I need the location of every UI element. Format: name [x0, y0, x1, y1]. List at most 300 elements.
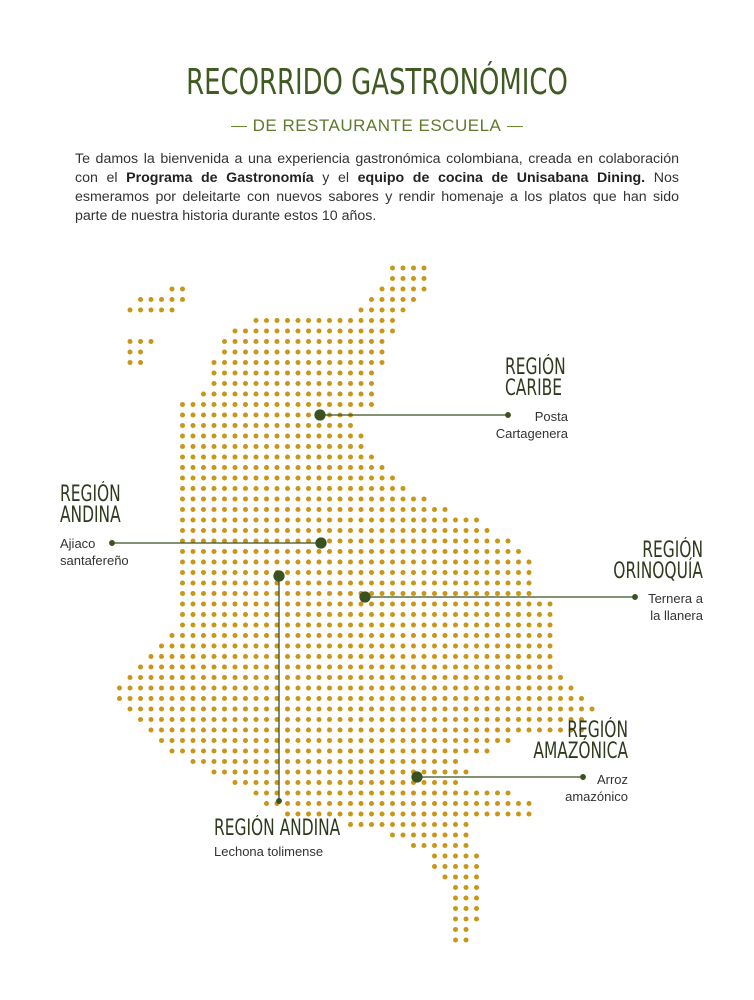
map-dot: [327, 507, 332, 512]
map-dot: [432, 759, 437, 764]
map-dot: [138, 360, 143, 365]
map-dot: [243, 560, 248, 565]
map-dot: [348, 455, 353, 460]
map-dot: [411, 707, 416, 712]
region-caribe-line1: REGIÓN: [505, 355, 566, 380]
map-dot: [306, 318, 311, 323]
map-dot: [485, 812, 490, 817]
map-dot: [348, 581, 353, 586]
map-dot: [285, 696, 290, 701]
region-andina-ajiaco-dish: [60, 535, 180, 569]
map-dot: [380, 560, 385, 565]
map-dot: [254, 665, 259, 670]
map-dot: [243, 444, 248, 449]
map-dot: [201, 728, 206, 733]
map-dot: [432, 665, 437, 670]
map-dot: [359, 329, 364, 334]
map-dot: [348, 801, 353, 806]
map-dot: [264, 675, 269, 680]
map-dot: [495, 539, 500, 544]
map-dot: [338, 633, 343, 638]
map-dot: [464, 549, 469, 554]
map-dot: [380, 507, 385, 512]
map-dot: [285, 602, 290, 607]
map-dot: [180, 665, 185, 670]
map-dot: [348, 318, 353, 323]
map-dot: [306, 444, 311, 449]
map-dot: [317, 581, 322, 586]
map-dot: [369, 350, 374, 355]
map-dot: [201, 549, 206, 554]
map-dot: [411, 539, 416, 544]
map-dot: [170, 728, 175, 733]
map-dot: [369, 633, 374, 638]
map-dot: [233, 770, 238, 775]
map-dot: [201, 644, 206, 649]
map-dot: [464, 801, 469, 806]
map-dot: [275, 339, 280, 344]
map-dot: [201, 486, 206, 491]
map-dot: [317, 759, 322, 764]
map-dot: [401, 707, 406, 712]
map-dot: [443, 812, 448, 817]
map-dot: [453, 906, 458, 911]
map-dot: [464, 707, 469, 712]
orinoquia-dish-line1: Ternera a: [648, 591, 703, 606]
map-dot: [264, 371, 269, 376]
map-dot: [485, 591, 490, 596]
map-dot: [380, 549, 385, 554]
map-dot: [390, 654, 395, 659]
map-dot: [453, 581, 458, 586]
map-dot: [411, 297, 416, 302]
map-dot: [275, 318, 280, 323]
map-dot: [170, 287, 175, 292]
map-dot: [453, 612, 458, 617]
map-dot: [222, 749, 227, 754]
map-dot: [138, 675, 143, 680]
map-dot: [254, 770, 259, 775]
map-dot: [380, 675, 385, 680]
caribe-dish-line1: Posta: [534, 409, 568, 424]
page-title: RECORRIDO GASTRONÓMICO: [186, 62, 568, 103]
map-dot: [128, 308, 133, 313]
map-dot: [390, 675, 395, 680]
map-dot: [191, 497, 196, 502]
map-dot: [285, 644, 290, 649]
map-dot: [422, 654, 427, 659]
map-dot: [348, 560, 353, 565]
map-dot: [327, 770, 332, 775]
map-dot: [359, 812, 364, 817]
map-dot: [401, 287, 406, 292]
map-dot: [390, 287, 395, 292]
map-dot: [285, 381, 290, 386]
map-dot: [275, 497, 280, 502]
map-dot: [338, 528, 343, 533]
map-dot: [170, 749, 175, 754]
map-dot: [275, 518, 280, 523]
map-dot: [222, 476, 227, 481]
map-dot: [170, 654, 175, 659]
map-dot: [443, 854, 448, 859]
map-dot: [254, 686, 259, 691]
map-dot: [191, 455, 196, 460]
map-dot: [432, 528, 437, 533]
map-dot: [338, 434, 343, 439]
map-dot: [548, 675, 553, 680]
map-dot: [222, 770, 227, 775]
map-dot: [338, 791, 343, 796]
map-dot: [537, 696, 542, 701]
map-dot: [359, 581, 364, 586]
map-dot: [149, 696, 154, 701]
map-dot: [348, 633, 353, 638]
map-dot: [464, 518, 469, 523]
map-dot: [254, 749, 259, 754]
map-dot: [222, 455, 227, 460]
map-dot: [201, 392, 206, 397]
map-dot: [527, 686, 532, 691]
map-dot: [264, 381, 269, 386]
map-dot: [191, 476, 196, 481]
map-dot: [432, 633, 437, 638]
map-dot: [201, 455, 206, 460]
map-dot: [453, 812, 458, 817]
map-dot: [222, 528, 227, 533]
map-dot: [254, 528, 259, 533]
map-dot: [380, 486, 385, 491]
map-dot: [296, 728, 301, 733]
map-dot: [443, 675, 448, 680]
map-dot: [180, 402, 185, 407]
map-dot: [170, 696, 175, 701]
map-dot: [243, 738, 248, 743]
map-dot: [264, 728, 269, 733]
map-dot: [212, 644, 217, 649]
map-dot: [296, 686, 301, 691]
map-dot: [338, 770, 343, 775]
map-dot: [212, 654, 217, 659]
map-dot: [369, 812, 374, 817]
map-dot: [380, 738, 385, 743]
map-dot: [317, 497, 322, 502]
map-dot: [422, 581, 427, 586]
map-dot: [212, 633, 217, 638]
map-dot: [474, 728, 479, 733]
map-dot: [474, 885, 479, 890]
map-dot: [443, 770, 448, 775]
map-dot: [380, 759, 385, 764]
map-dot: [443, 623, 448, 628]
map-dot: [453, 728, 458, 733]
map-dot: [495, 633, 500, 638]
map-dot: [191, 612, 196, 617]
map-dot: [180, 612, 185, 617]
map-dot: [264, 570, 269, 575]
map-dot: [275, 360, 280, 365]
map-dot: [254, 507, 259, 512]
map-dot: [327, 759, 332, 764]
map-dot: [201, 717, 206, 722]
map-dot: [338, 707, 343, 712]
map-dot: [201, 465, 206, 470]
map-dot: [254, 339, 259, 344]
map-dot: [359, 570, 364, 575]
map-dot: [264, 518, 269, 523]
map-dot: [233, 549, 238, 554]
map-dot: [222, 623, 227, 628]
map-dot: [138, 297, 143, 302]
map-dot: [296, 770, 301, 775]
map-dot: [390, 780, 395, 785]
map-dot: [180, 717, 185, 722]
map-dot: [317, 644, 322, 649]
map-dot: [443, 570, 448, 575]
map-dot: [380, 801, 385, 806]
map-dot: [338, 602, 343, 607]
map-dot: [317, 486, 322, 491]
map-dot: [170, 297, 175, 302]
map-dot: [191, 570, 196, 575]
map-dot: [264, 591, 269, 596]
map-dot: [233, 749, 238, 754]
map-dot: [264, 392, 269, 397]
map-dot: [159, 675, 164, 680]
map-dot: [306, 570, 311, 575]
map-dot: [149, 665, 154, 670]
caribe-dish-line2: Cartagenera: [495, 426, 568, 441]
map-dot: [191, 560, 196, 565]
map-dot: [296, 518, 301, 523]
map-dot: [306, 591, 311, 596]
map-dot: [369, 371, 374, 376]
map-dot: [159, 728, 164, 733]
map-dot: [474, 654, 479, 659]
map-dot: [222, 570, 227, 575]
map-dot: [506, 591, 511, 596]
map-dot: [296, 612, 301, 617]
map-dot: [317, 371, 322, 376]
map-dot: [233, 434, 238, 439]
map-dot: [369, 581, 374, 586]
map-dot: [506, 686, 511, 691]
map-dot: [401, 612, 406, 617]
map-dot: [411, 654, 416, 659]
map-dot: [495, 812, 500, 817]
map-dot: [138, 339, 143, 344]
map-dot: [222, 371, 227, 376]
map-dot: [243, 665, 248, 670]
map-dot: [212, 497, 217, 502]
map-dot: [495, 717, 500, 722]
map-dot: [191, 581, 196, 586]
map-dot: [390, 791, 395, 796]
map-dot: [338, 581, 343, 586]
map-dot: [348, 623, 353, 628]
map-dot: [443, 686, 448, 691]
map-dot: [233, 339, 238, 344]
map-dot: [401, 308, 406, 313]
map-dot: [369, 402, 374, 407]
map-dot: [569, 707, 574, 712]
map-dot: [264, 528, 269, 533]
map-dot: [369, 318, 374, 323]
map-dot: [390, 318, 395, 323]
map-dot: [390, 329, 395, 334]
map-dot: [348, 591, 353, 596]
map-dot: [380, 297, 385, 302]
map-dot: [548, 696, 553, 701]
map-dot: [516, 549, 521, 554]
map-dot: [338, 654, 343, 659]
map-dot: [327, 602, 332, 607]
map-dot: [243, 423, 248, 428]
map-dot: [380, 476, 385, 481]
map-dot: [443, 749, 448, 754]
map-dot: [180, 654, 185, 659]
map-dot: [506, 791, 511, 796]
map-dot: [222, 612, 227, 617]
map-dot: [485, 633, 490, 638]
map-dot: [222, 486, 227, 491]
map-dot: [338, 455, 343, 460]
map-dot: [317, 423, 322, 428]
map-dot: [327, 402, 332, 407]
map-dot: [327, 696, 332, 701]
map-dot: [264, 413, 269, 418]
map-dot: [212, 696, 217, 701]
map-dot: [432, 780, 437, 785]
map-dot: [306, 665, 311, 670]
map-dot: [338, 497, 343, 502]
region-amazonica-line1: REGIÓN: [567, 718, 628, 743]
map-dot: [180, 497, 185, 502]
map-dot: [338, 560, 343, 565]
map-dot: [443, 518, 448, 523]
map-dot: [285, 339, 290, 344]
map-dot: [401, 591, 406, 596]
map-dot: [254, 434, 259, 439]
map-dot: [285, 801, 290, 806]
region-orinoquia-line1: REGIÓN: [642, 538, 703, 563]
map-dot: [264, 455, 269, 460]
map-dot: [264, 549, 269, 554]
map-dot: [306, 423, 311, 428]
map-dot: [422, 497, 427, 502]
map-dot: [369, 486, 374, 491]
map-dot: [338, 623, 343, 628]
map-dot: [180, 581, 185, 586]
map-dot: [285, 423, 290, 428]
map-dot: [348, 423, 353, 428]
map-dot: [285, 465, 290, 470]
map-dot: [348, 791, 353, 796]
map-dot: [390, 308, 395, 313]
map-dot: [212, 381, 217, 386]
map-dot: [264, 633, 269, 638]
map-dot: [296, 371, 301, 376]
map-dot: [474, 675, 479, 680]
map-dot: [359, 759, 364, 764]
map-dot: [201, 633, 206, 638]
map-dot: [390, 770, 395, 775]
map-dot: [464, 875, 469, 880]
map-dot: [359, 528, 364, 533]
map-dot: [201, 528, 206, 533]
map-dot: [201, 434, 206, 439]
region-andina-ajiaco-label: [60, 484, 122, 526]
map-dot: [191, 591, 196, 596]
amazonica-dish-line2: amazónico: [565, 789, 628, 804]
map-dot: [212, 591, 217, 596]
map-dot: [495, 738, 500, 743]
map-dot: [390, 707, 395, 712]
map-dot: [296, 749, 301, 754]
map-dot: [317, 360, 322, 365]
map-dot: [128, 696, 133, 701]
map-dot: [317, 707, 322, 712]
map-dot: [317, 770, 322, 775]
map-dot: [128, 350, 133, 355]
map-dot: [443, 791, 448, 796]
map-dot: [464, 612, 469, 617]
map-dot: [422, 560, 427, 565]
region-andina-ajiaco-line1: REGIÓN: [60, 482, 121, 507]
map-dot: [128, 339, 133, 344]
map-dot: [390, 486, 395, 491]
map-dot: [233, 402, 238, 407]
map-dot: [264, 770, 269, 775]
map-dot: [527, 675, 532, 680]
map-dot: [222, 717, 227, 722]
map-dot: [380, 528, 385, 533]
map-dot: [453, 801, 458, 806]
map-dot: [233, 455, 238, 460]
map-dot: [275, 371, 280, 376]
map-dot: [191, 696, 196, 701]
map-dot: [159, 665, 164, 670]
intro-bold-2: equipo de cocina de Unisabana Dining.: [357, 170, 646, 186]
map-dot: [285, 560, 290, 565]
map-dot: [359, 434, 364, 439]
map-dot: [212, 465, 217, 470]
map-dot: [401, 623, 406, 628]
map-dot: [369, 770, 374, 775]
map-dot: [422, 549, 427, 554]
map-dot: [243, 339, 248, 344]
map-dot: [495, 686, 500, 691]
map-dot: [201, 518, 206, 523]
map-dot: [474, 644, 479, 649]
map-dot: [264, 507, 269, 512]
map-dot: [485, 675, 490, 680]
map-dot: [369, 612, 374, 617]
map-dot: [506, 633, 511, 638]
map-dot: [233, 665, 238, 670]
map-dot: [338, 339, 343, 344]
map-dot: [537, 654, 542, 659]
map-dot: [369, 717, 374, 722]
map-dot: [348, 570, 353, 575]
map-dot: [411, 266, 416, 271]
map-dot: [327, 476, 332, 481]
map-dot: [264, 423, 269, 428]
map-dot: [390, 539, 395, 544]
map-dot: [348, 665, 353, 670]
map-dot: [359, 339, 364, 344]
map-dot: [264, 644, 269, 649]
